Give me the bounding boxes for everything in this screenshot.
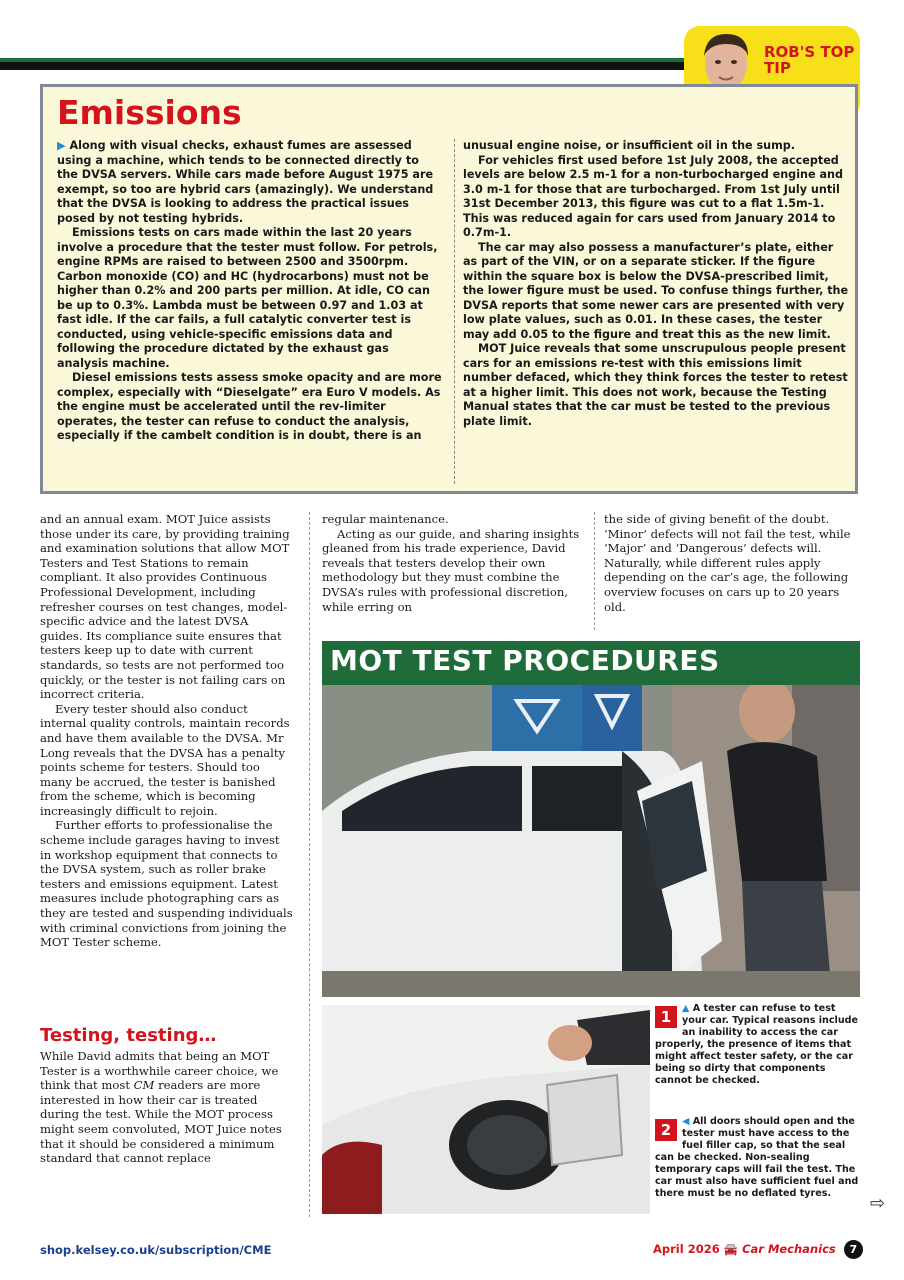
body-column-3 (604, 512, 860, 614)
procedures-title: MOT TEST PROCEDURES (330, 644, 720, 677)
emissions-box (40, 84, 858, 494)
column-divider (594, 512, 595, 630)
tester-at-car-image (322, 641, 860, 997)
emissions-para: Emissions tests on cars made within the last 20 years involve a procedure that the tester must follow. For petrols, engine RPMs are raised to between 2500 and 3500rpm. Carbon monoxide (CO) and HC (hydrocarbons) must not be higher than 0.2% and 200 parts per million. At idle, CO can be up to 0.3%. Lambda must be between 0.97 and 1.03 at fast idle. If the car fails, a full catalytic converter test is conducted, using vehicle-specific emissions data and following the procedure dictated by the exhaust gas analysis machine. (57, 226, 438, 370)
body-para: Every tester should also conduct internal quality controls, maintain records and have them available to the DVSA. Mr Long reveals that the DVSA has a penalty points scheme for testers. Should too many be accrued, the tester is banished from the scheme, which is becoming increasingly difficult to rejoin. (40, 701, 290, 818)
body-para: Further efforts to professionalise the scheme include garages having to invest in workshop equipment that connects to the DVSA system, such as roller brake testers and emissions equipment. Latest measures include photographing cars as they are tested and suspending individuals with criminal convictions from joining the MOT Tester scheme. (40, 818, 293, 950)
footer-url[interactable]: shop.kelsey.co.uk/subscription/CME (40, 1243, 272, 1257)
caption-number: 1 (655, 1006, 677, 1028)
tip-title: ROB'S TOP TIP (764, 43, 855, 77)
up-triangle-icon: ▲ (682, 1003, 693, 1014)
header-rule (0, 62, 685, 70)
footer-issue (653, 1240, 863, 1259)
fuel-filler-cap-image (322, 1005, 650, 1214)
caption-1: 1 ▲ A tester can refuse to test your car. Typical reasons include an inability to access the car properly, the presence of items that might affect tester safety, or the car being so dirty that components cannot be checked. (655, 1003, 859, 1086)
caption-2: 2 ◀ All doors should open and the tester must have access to the fuel filler cap, so that the seal can be checked. Non-sealing temporary caps will fail the test. The car must also have sufficient fuel and there must be no deflated tyres. (655, 1116, 859, 1199)
body-para: and an annual exam. MOT Juice assists those under its care, by providing training and examination solutions that allow MOT Testers and Test Stations to remain compliant. It also provides Continuous Professional Development, including refresher courses on test changes, model-specific advice and the latest DVSA guides. Its compliance suite ensures that testers keep up to date with current standards, so tests are not performed too quickly, or the tester is not failing cars on incorrect criteria. (40, 512, 290, 702)
emissions-para: ▶ Along with visual checks, exhaust fumes are assessed using a machine, which tends to be connected directly to the DVSA servers. While cars made before August 1975 are exempt, so too are hybrid cars (amazingly). We understand that the DVSA is looking to address the practical issues posed by not testing hybrids. (57, 139, 434, 225)
column-divider (309, 512, 310, 1217)
emissions-left-column (57, 139, 443, 444)
footer-date: April 2026 (653, 1242, 720, 1256)
mot-test-photo-1 (322, 641, 860, 997)
emissions-para: unusual engine noise, or insufficient oil in the sump. (463, 139, 796, 152)
column-divider (454, 139, 455, 484)
emissions-para: For vehicles first used before 1st July 2008, the accepted levels are below 2.5 m-1 for a non-turbocharged engine and 3.0 m-1 for those that are turbocharged. From 1st July until 31st December 2013, this figure was cut to a flat 1.5m-1. This was reduced again for cars used from January 2014 to 0.7m-1. (463, 153, 843, 239)
body-para: Acting as our guide, and sharing insights gleaned from his trade experience, David reveals that testers develop their own methodology but they must combine the DVSA’s rules with professional discretion, while erring on (322, 526, 580, 614)
body-para: While David admits that being an MOT Tester is a worthwhile career choice, we think that most CM readers are more interested in how their car is treated during the test. While the MOT process might seem convoluted, MOT Juice notes that it should be considered a minimum standard that cannot replace (40, 1049, 282, 1166)
body-column-1-after (40, 1049, 294, 1166)
left-triangle-icon: ◀ (682, 1116, 693, 1127)
emissions-title: Emissions (57, 93, 242, 132)
mot-test-photo-2 (322, 1005, 650, 1214)
emissions-para: MOT Juice reveals that some unscrupulous people present cars for an emissions re-test with this emissions limit number defaced, which they think forces the tester to retest at a higher limit. This does not work, because the Testing Manual states that the car must be tested to the previous plate limit. (463, 342, 848, 428)
page-number: 7 (844, 1240, 863, 1259)
emissions-right-column (463, 139, 849, 429)
emissions-para: Diesel emissions tests assess smoke opacity and are more complex, especially with “Dieselgate” era Euro V models. As the engine must be accelerated until the rev-limiter operates, the tester can refuse to conduct the analysis, especially if the cambelt condition is in doubt, there is an (57, 371, 442, 442)
body-column-1 (40, 512, 294, 950)
car-icon: 🚘 (723, 1242, 739, 1256)
section-subhead: Testing, testing… (40, 1025, 217, 1046)
caption-number: 2 (655, 1119, 677, 1141)
footer-magazine: Car Mechanics (742, 1242, 836, 1256)
body-para: regular maintenance. (322, 512, 449, 526)
play-triangle-icon: ▶ (57, 139, 70, 152)
emissions-para: The car may also possess a manufacturer’s plate, either as part of the VIN, or on a separate sticker. If the figure within the square box is below the DVSA-prescribed limit, the lower figure must be used. To confuse things further, the DVSA reports that some newer cars are presented with very low plate values, such as 0.01. In these cases, the tester may add 0.05 to the figure and treat this as the new limit. (463, 240, 849, 341)
body-column-2 (322, 512, 584, 614)
continue-arrow-icon: ⇨ (870, 1193, 886, 1214)
body-para: the side of giving benefit of the doubt. ‘Minor’ defects will not fail the test, while ‘Major’ and ‘Dangerous’ defects will. Naturally, while different rules apply depending on the car’s age, the following overview focuses on cars up to 20 years old. (604, 512, 851, 614)
